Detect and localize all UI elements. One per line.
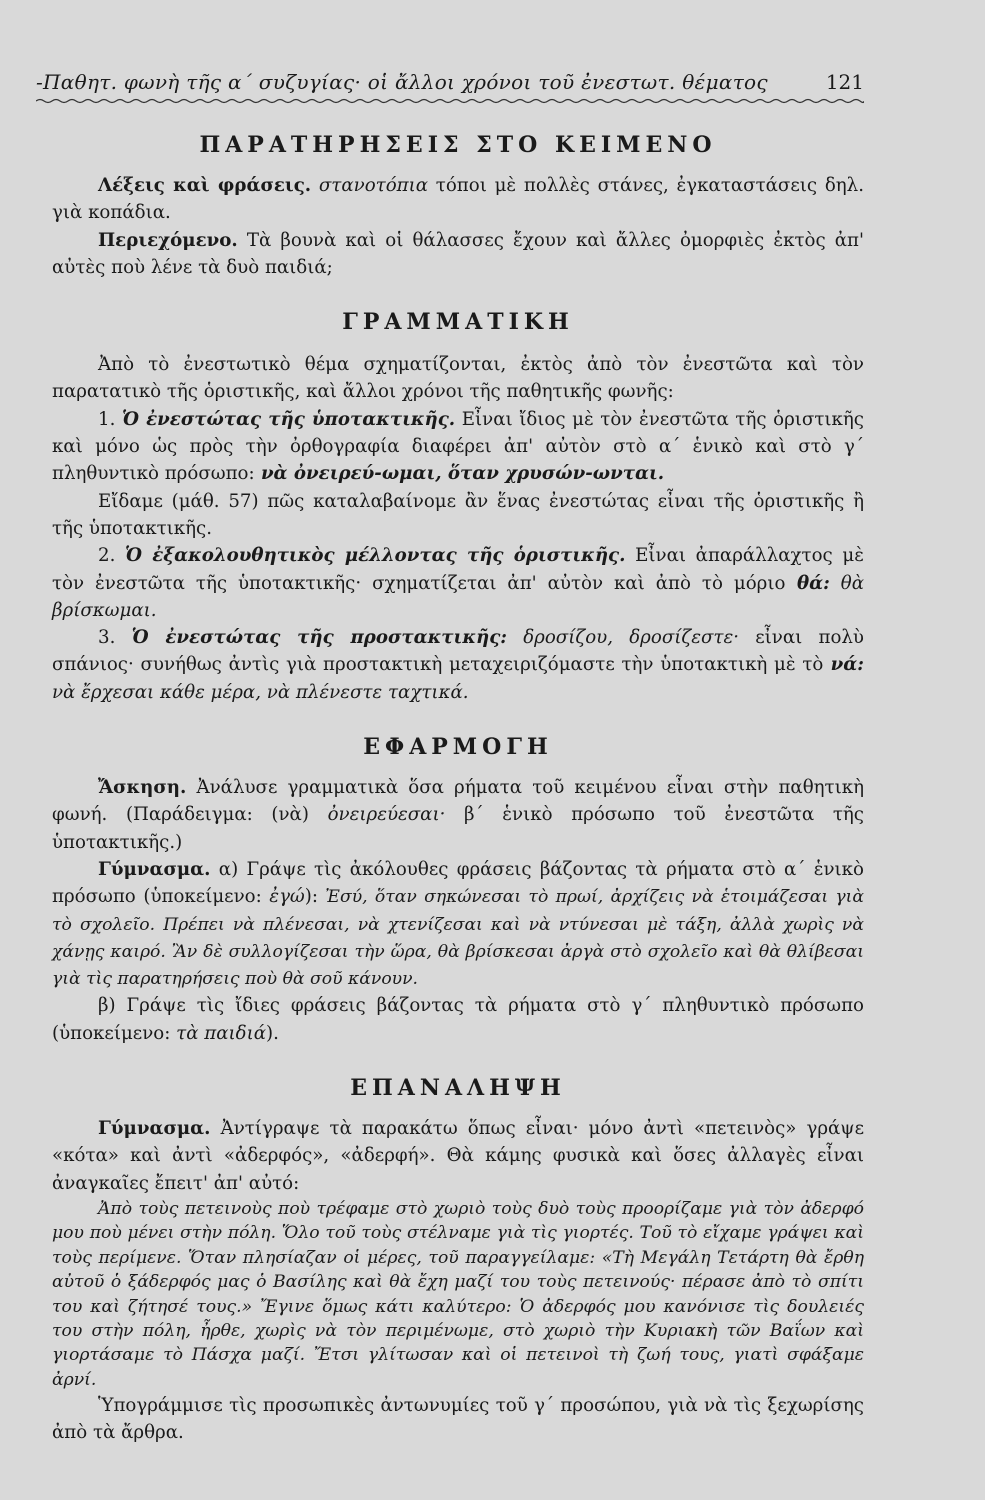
text-drill-b: β) Γράψε τὶς ἴδιες φράσεις βάζοντας τὰ ρήματα στὸ γ΄ πληθυντικὸ πρόσωπο (ὑποκείμενο: [52, 995, 864, 1044]
label-words-phrases: Λέξεις καὶ φράσεις. [98, 175, 312, 196]
item-number: 3. [98, 627, 132, 649]
section-title-observations: ΠΑΡΑΤΗΡΗΣΕΙΣ ΣΤΟ ΚΕΙΜΕΝΟ [199, 132, 717, 158]
exercise-analysis [52, 774, 864, 856]
revision-drill [52, 1115, 864, 1197]
pronoun-ego: ἐγώ [261, 886, 305, 908]
text-drill-a: α) Γράψε τὶς ἀκόλουθες φράσεις βάζοντας τὰ ρήματα στὸ α΄ ἑνικὸ πρόσωπο (ὑποκείμενο: [52, 858, 864, 908]
section-title-revision: ΕΠΑΝΑΛΗΨΗ [350, 1075, 566, 1102]
text-item-3: εἶναι πολὺ σπάνιος· συνήθως ἀντὶς γιὰ προστακτικὴ μεταχειριζόμαστε τὴν ὑποτακτικὴ μὲ τὸ [52, 627, 864, 676]
label-content: Περιεχόμενο. [98, 229, 238, 251]
example-item-1: νὰ ὀνειρεύ-ωμαι, ὅταν χρυσών-ωνται. [254, 463, 665, 485]
text-close-b: ). [266, 1022, 279, 1044]
revision-passage-text: Ἀπὸ τοὺς πετεινοὺς ποὺ τρέφαμε στὸ χωριὸ τοὺς δυὸ τοὺς προορίζαμε γιὰ τὸν ἀδερφό μου ποὺ μένει στὴν πόλη. Ὅλο τοῦ τοὺς στέλναμε γιὰ τὶς γιορτές. Τοῦ τὸ εἴχαμε γράψει καὶ τοὺς περίμενε. Ὅταν πλησίαζαν οἱ μέρες, τοῦ παραγγείλαμε: «Τὴ Μεγάλη Τετάρτη θὰ ἔρθη αὐτοῦ ὁ ξάδερφός μας ὁ Βασίλης καὶ θὰ ἔχη μαζί του τοὺς πετεινούς· πέρασε ἀπὸ τὸ σπίτι του καὶ ζήτησέ τους.» Ἔγινε ὅμως κάτι καλύτερο: Ὁ ἀδερφός μου κανόνισε τὶς δουλειές του στὴν πόλη, ἦρθε, χωρὶς νὰ τὸν περιμένωμε, στὸ χωριὸ τὴν Κυριακὴ τῶν Βαΐων καὶ γιορτάσαμε τὸ Πάσχα μαζί. Ἔτσι γλίτωσαν καὶ οἱ πετεινοὶ τὴ ζωή τους, γιατὶ σφάξαμε ἀρνί. [52, 1198, 864, 1390]
text-revision-drill: Ἀντίγραψε τὰ παρακάτω ὅπως εἶναι· μόνο ἀντὶ «πετεινὸς» γράψε «κότα» καὶ ἀντὶ «ἀδερφός», «ἀδερφή». Θὰ κάμης φυσικὰ καὶ ὅσες ἀλλαγὲς εἶναι ἀναγκαῖες ἔπειτ' ἀπ' αὐτό: [52, 1118, 864, 1194]
running-header [36, 70, 864, 102]
section-title-grammar: ΓΡΑΜΜΑΤΙΚΗ [342, 309, 574, 336]
drill-a-passage: Ἐσύ, ὅταν σηκώνεσαι τὸ πρωί, ἀρχίζεις νὰ ἑτοιμάζεσαι γιὰ τὸ σχολεῖο. Πρέπει νὰ πλένεσαι, νὰ χτενίζεσαι καὶ νὰ ντύνεσαι μὲ τάξη, ἀλλὰ χωρὶς νὰ χάνῃς καιρό. Ἂν δὲ συλλογίζεσαι τὴν ὥρα, θὰ βρίσκεσαι ἀργὰ στὸ σχολεῖο καὶ θὰ θλίβεσαι γιὰ τὶς παρατηρήσεις ποὺ θὰ σοῦ κάνουν. [52, 887, 864, 990]
grammar-item-1b: Εἴδαμε (μάθ. 57) πῶς καταλαβαίνομε ἂν ἕνας ἐνεστώτας εἶναι τῆς ὁριστικῆς ἢ τῆς ὑποτακτικῆς. [52, 490, 864, 539]
text-exercise-2: β΄ ἑνικὸ πρόσωπο τοῦ ἐνεστῶτα τῆς ὑποτακτικῆς.) [52, 804, 864, 853]
header-wavy-rule [36, 98, 864, 104]
grammar-item-3 [52, 624, 864, 706]
page-content [52, 130, 864, 1447]
example-item-2: θὰ βρίσκωμαι. [52, 572, 864, 621]
paragraph-content [52, 227, 864, 282]
example-item-3a: δροσίζου, δροσίζεστε· [506, 627, 740, 649]
page-number: 121 [825, 70, 864, 94]
drill-a [52, 856, 864, 992]
grammar-item-1 [52, 406, 864, 488]
label-present-subjunctive: Ὁ ἐνεστώτας τῆς ὑποτακτικῆς. [121, 408, 456, 430]
text-content: Τὰ βουνὰ καὶ οἱ θάλασσες ἔχουν καὶ ἄλλες ὀμορφιὲς ἐκτὸς ἀπ' αὐτὲς ποὺ λένε τὰ δυὸ παιδιά; [52, 229, 864, 278]
drill-b [52, 992, 864, 1047]
label-drill: Γύμνασμα. [98, 858, 211, 880]
grammar-intro: Ἀπὸ τὸ ἐνεστωτικὸ θέμα σχηματίζονται, ἐκτὸς ἀπὸ τὸν ἐνεστῶτα καὶ τὸν παρατατικὸ τῆς ὁριστικῆς, καὶ ἄλλοι χρόνοι τῆς παθητικῆς φωνῆς: [52, 354, 864, 403]
text-item-1: Εἶναι ἴδιος μὲ τὸν ἐνεστῶτα τῆς ὁριστικῆς καὶ μόνο ὡς πρὸς τὴν ὀρθογραφία διαφέρει ἀπ' αὐτὸν στὸ α΄ ἑνικὸ καὶ στὸ γ΄ πληθυντικὸ πρόσωπο: [52, 408, 864, 485]
label-exercise: Ἄσκηση. [98, 777, 187, 799]
label-continuous-future: Ὁ ἐξακολουθητικὸς μέλλοντας τῆς ὁριστικῆς. [125, 545, 626, 567]
example-item-3b: νὰ ἔρχεσαι κάθε μέρα, νὰ πλένεστε ταχτικά. [52, 681, 469, 703]
item-number: 1. [98, 408, 122, 430]
text-close: ): [304, 886, 319, 908]
running-title: -Παθητ. φωνὴ τῆς α΄ συζυγίας· οἱ ἄλλοι χρόνοι τοῦ ἐνεστωτ. θέματος [36, 70, 768, 94]
label-revision-drill: Γύμνασμα. [98, 1118, 211, 1140]
text-item-2: Εἶναι ἀπαράλλαχτος μὲ τὸν ἐνεστῶτα τῆς ὑποτακτικῆς· σχηματίζεται ἀπ' αὐτὸν καὶ ἀπὸ τὸ μόριο [52, 545, 864, 594]
subject-ta-paidia: τὰ παιδιά [170, 1022, 266, 1044]
paragraph-words-phrases [52, 172, 864, 227]
section-title-application: ΕΦΑΡΜΟΓΗ [363, 734, 553, 761]
item-number: 2. [98, 545, 126, 567]
text-words-phrases: τόποι μὲ πολλὲς στάνες, ἐγκαταστάσεις δηλ. γιὰ κοπάδια. [52, 175, 864, 224]
revision-passage [52, 1197, 864, 1392]
particle-tha: θά: [785, 572, 830, 594]
particle-na: νά: [823, 654, 864, 676]
grammar-item-2 [52, 542, 864, 624]
text-exercise: Ἀνάλυσε γραμματικὰ ὅσα ρήματα τοῦ κειμένου εἶναι στὴν παθητικὴ φωνή. (Παράδειγμα: (νὰ) [52, 777, 864, 826]
example-exercise: ὀνειρεύεσαι· [308, 804, 446, 826]
revision-underline-task: Ὑπογράμμισε τὶς προσωπικὲς ἀντωνυμίες τοῦ γ΄ προσώπου, γιὰ νὰ τὶς ξεχωρίσης ἀπὸ τὰ ἄρθρα. [52, 1395, 864, 1444]
term-stanotopia: στανοτόπια [318, 175, 429, 196]
label-present-imperative: Ὁ ἐνεστώτας τῆς προστακτικῆς: [131, 627, 507, 649]
